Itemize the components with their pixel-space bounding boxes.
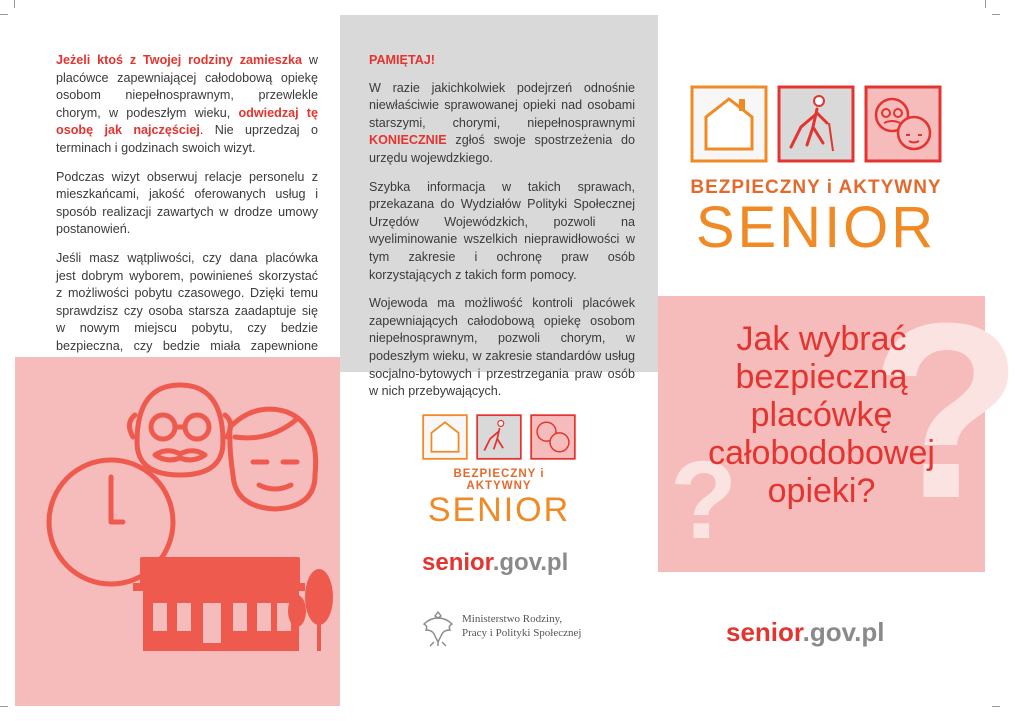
ministry-line-1: Ministerstwo Rodziny, xyxy=(462,613,563,625)
woman-head-icon xyxy=(230,409,316,509)
house-icon xyxy=(690,85,768,163)
col2-paragraph-1: W razie jakichkolwiek podejrzeń odnośnie niewłaściwie sprawowanej opieki nad osobami starszymi, chorymi, niepełnosprawnymi KONIECZNIE zgłoś swoje spostrzeżenia do urzędu wojewdzkiego. xyxy=(369,80,635,165)
col2-paragraph-3: Wojewoda ma możliwość kontroli placówek zapewniających całodobową opiekę osobom niepełnosprawnym, pozwoli chorym, w podeszłym wieku, w zakresie standardów usług socjalno-bytowych i przestrzegania praw osób w nich przebywających. xyxy=(369,296,635,399)
col2-paragraph-2: Szybka informacja w takich sprawach, przekazana do Wydziałów Polityki Społecznej Urzędów Wojewódzkich, pozwoli na wyeliminowanie wszelkich nieprawidłowości w tym zakresie i ochronę praw osób korzystających z takich form pomocy. xyxy=(369,179,635,282)
crop-mark xyxy=(0,706,8,707)
eagle-emblem-icon xyxy=(420,608,456,648)
walking-senior-icon xyxy=(777,85,855,163)
col1-paragraph-2: Podczas wizyt obserwuj relacje personelu z mieszkańcami, jakość oferowanych usług i sposób realizacji zawartych w drodze umowy postanowień. xyxy=(56,169,318,237)
logo-title: BEZPIECZNY i AKTYWNY xyxy=(453,468,545,492)
illustration-panel xyxy=(15,357,340,706)
question-panel xyxy=(658,271,1023,572)
website-url-large[interactable]: senior.gov.pl xyxy=(726,617,885,647)
ministry-line-2: Pracy i Polityki Społecznej xyxy=(462,627,582,639)
walking-senior-icon xyxy=(476,414,522,460)
senior-couple-icon xyxy=(530,414,576,460)
seniors-illustration xyxy=(15,357,340,706)
col1-paragraph-1: Jeżeli ktoś z Twojej rodziny zamieszka w placówce zapewniającej całodobową opiekę osobom niepełnosprawnym, przewlekle chorym, w podeszłym wieku, odwiedzaj tę osobę jak najczęściej. Nie uprzedzaj o terminach i godzinach swoich wizyt. xyxy=(56,53,318,155)
small-question-mark-icon: ? xyxy=(670,439,738,562)
ministry-logo xyxy=(420,608,600,648)
crop-mark xyxy=(14,0,15,8)
logo-title: BEZPIECZNY i AKTYWNY xyxy=(690,177,942,198)
logo-senior: SENIOR xyxy=(695,195,937,260)
house-icon xyxy=(422,414,468,460)
senior-couple-icon xyxy=(864,85,942,163)
logo-small xyxy=(422,414,578,528)
logo-large xyxy=(690,85,945,260)
col2-heading: PAMIĘTAJ! xyxy=(369,53,435,67)
big-question-mark-icon: ? xyxy=(870,271,1023,550)
crop-mark xyxy=(985,0,986,8)
logo-senior: SENIOR xyxy=(427,491,571,529)
col2-text xyxy=(369,52,635,412)
crop-mark xyxy=(992,706,1000,707)
website-url[interactable]: senior.gov.pl xyxy=(422,549,569,576)
logo-icons xyxy=(690,85,942,163)
col1-text xyxy=(56,52,318,384)
col1-paragraph-3: Jeśli masz wątpliwości, czy dana placówka jest dobrym wyborem, powinieneś skorzystać z możliwości pobytu czasowego. Dzięki temu sprawdzisz czy osoba starsza zaadaptuje się w nowym miejscu pobytu, czy bedzie bezpieczna, czy bedzie miała zapewnione xyxy=(56,250,318,353)
question-text: Jak wybrać bezpieczną placówkę całobodobowej opieki? xyxy=(708,320,935,510)
crop-mark xyxy=(992,14,1000,15)
crop-mark xyxy=(0,14,8,15)
